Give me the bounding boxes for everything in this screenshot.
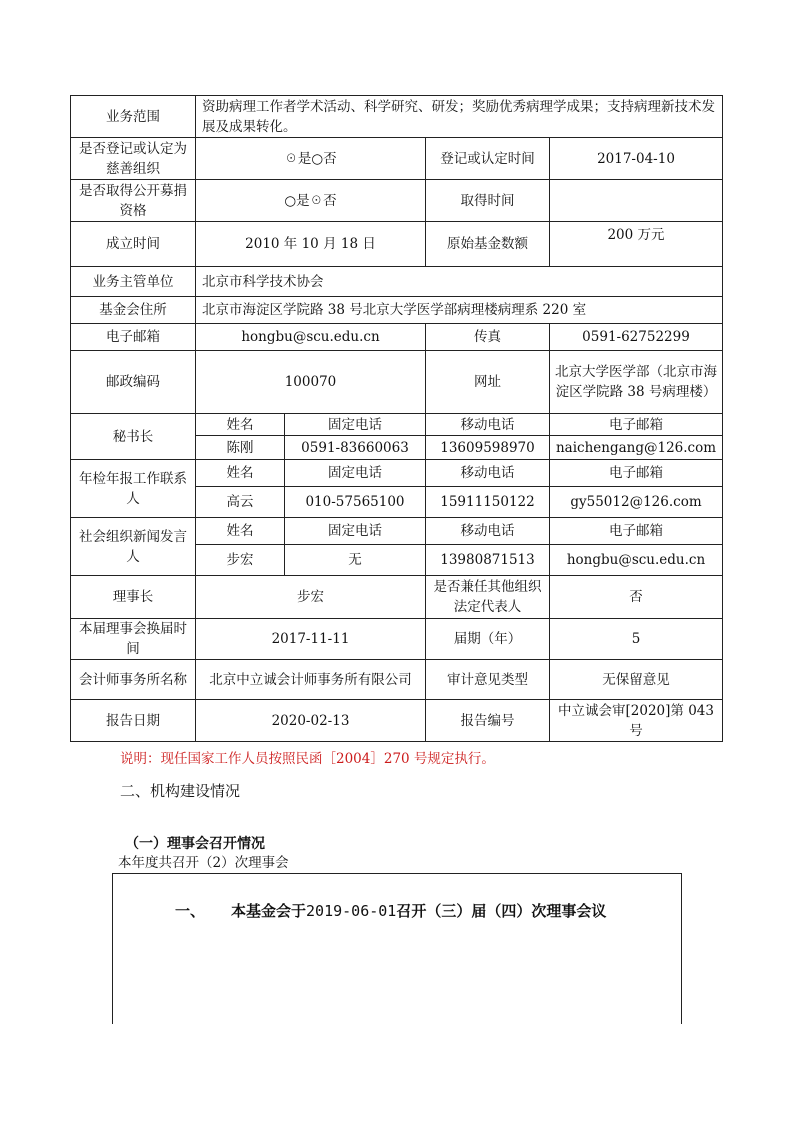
fundraising-date-label: 取得时间: [426, 180, 550, 222]
subsection-title: （一）理事会召开情况: [125, 836, 265, 852]
fax-value: 0591-62752299: [550, 324, 723, 351]
meeting-box: [112, 873, 682, 1024]
annual-phone-header: 固定电话: [285, 460, 426, 487]
secretary-name-header: 姓名: [196, 414, 285, 436]
secretary-mobile: 13609598970: [426, 436, 550, 460]
report-date-value: 2020-02-13: [196, 700, 426, 742]
annual-mobile-header: 移动电话: [426, 460, 550, 487]
postal-label: 邮政编码: [71, 351, 196, 414]
spokes-phone-header: 固定电话: [285, 518, 426, 545]
secretary-label: 秘书长: [71, 414, 196, 460]
fundraising-value: ○是☉否: [196, 180, 426, 222]
spokesperson-mobile: 13980871513: [426, 545, 550, 576]
address-label: 基金会住所: [71, 297, 196, 324]
address-value: 北京市海淀区学院路 38 号北京大学医学部病理楼病理系 220 室: [196, 297, 723, 324]
postal-value: 100070: [196, 351, 426, 414]
supervisor-label: 业务主管单位: [71, 267, 196, 297]
annual-contact-phone: 010-57565100: [285, 487, 426, 518]
annual-name-header: 姓名: [196, 460, 285, 487]
annual-contact-mobile: 15911150122: [426, 487, 550, 518]
fund-value: 200 万元: [550, 222, 723, 267]
fundraising-label: 是否取得公开募捐资格: [71, 180, 196, 222]
audit-opinion-value: 无保留意见: [550, 660, 723, 700]
meeting-suffix: 召开（三）届（四）次理事会议: [396, 902, 607, 920]
board-term-label: 本届理事会换届时间: [71, 619, 196, 660]
annual-contact-email: gy55012@126.com: [550, 487, 723, 518]
spokesperson-name: 步宏: [196, 545, 285, 576]
fundraising-date-value: [550, 180, 723, 222]
charity-label: 是否登记或认定为慈善组织: [71, 138, 196, 180]
fax-label: 传真: [426, 324, 550, 351]
annual-contact-name: 高云: [196, 487, 285, 518]
foundation-info-table: [70, 95, 723, 742]
spokes-mobile-header: 移动电话: [426, 518, 550, 545]
charity-value: ☉是○否: [196, 138, 426, 180]
chairman-label: 理事长: [71, 576, 196, 619]
term-years-value: 5: [550, 619, 723, 660]
report-date-label: 报告日期: [71, 700, 196, 742]
secretary-name: 陈刚: [196, 436, 285, 460]
board-term-value: 2017-11-11: [196, 619, 426, 660]
annual-email-header: 电子邮箱: [550, 460, 723, 487]
web-value: 北京大学医学部（北京市海淀区学院路 38 号病理楼）: [550, 351, 723, 414]
meeting-count-text: 本年度共召开（2）次理事会: [118, 855, 289, 871]
charity-date-label: 登记或认定时间: [426, 138, 550, 180]
spokes-email-header: 电子邮箱: [550, 518, 723, 545]
spokes-name-header: 姓名: [196, 518, 285, 545]
section-title: 二、机构建设情况: [120, 782, 241, 800]
secretary-phone-header: 固定电话: [285, 414, 426, 436]
meeting-prefix: 本基金会于: [231, 902, 307, 920]
annual-contact-label: 年检年报工作联系人: [71, 460, 196, 518]
meeting-heading: [175, 900, 606, 921]
email-value: hongbu@scu.edu.cn: [196, 324, 426, 351]
founded-value: 2010 年 10 月 18 日: [196, 222, 426, 267]
secretary-email: naichengang@126.com: [550, 436, 723, 460]
founded-label: 成立时间: [71, 222, 196, 267]
web-label: 网址: [426, 351, 550, 414]
report-no-label: 报告编号: [426, 700, 550, 742]
dual-role-label: 是否兼任其他组织法定代表人: [426, 576, 550, 619]
accounting-firm-label: 会计师事务所名称: [71, 660, 196, 700]
fund-label: 原始基金数额: [426, 222, 550, 267]
secretary-email-header: 电子邮箱: [550, 414, 723, 436]
charity-date-value: 2017-04-10: [550, 138, 723, 180]
supervisor-value: 北京市科学技术协会: [196, 267, 723, 297]
meeting-number: 一、: [175, 902, 206, 920]
business-scope-label: 业务范围: [71, 96, 196, 138]
report-no-value: 中立诚会审[2020]第 043 号: [550, 700, 723, 742]
spokesperson-phone: 无: [285, 545, 426, 576]
secretary-phone: 0591-83660063: [285, 436, 426, 460]
spokesperson-label: 社会组织新闻发言人: [71, 518, 196, 576]
business-scope-value: 资助病理工作者学术活动、科学研究、研发；奖励优秀病理学成果；支持病理新技术发展及成果转化。: [196, 96, 723, 138]
email-label: 电子邮箱: [71, 324, 196, 351]
secretary-mobile-header: 移动电话: [426, 414, 550, 436]
note-text: 说明：现任国家工作人员按照民函［2004］270 号规定执行。: [120, 751, 495, 767]
spokesperson-email: hongbu@scu.edu.cn: [550, 545, 723, 576]
term-years-label: 届期（年）: [426, 619, 550, 660]
accounting-firm-value: 北京中立诚会计师事务所有限公司: [196, 660, 426, 700]
audit-opinion-label: 审计意见类型: [426, 660, 550, 700]
chairman-value: 步宏: [196, 576, 426, 619]
dual-role-value: 否: [550, 576, 723, 619]
meeting-date: 2019-06-01: [306, 902, 397, 920]
